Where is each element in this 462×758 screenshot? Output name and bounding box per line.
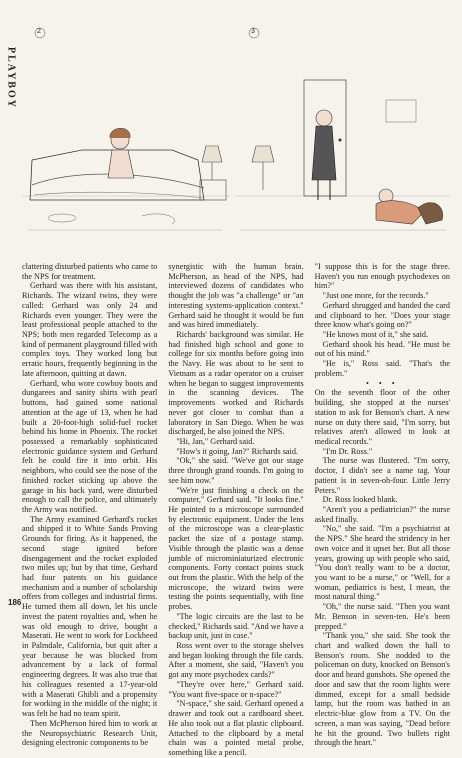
paragraph: Then McPherson hired him to work at the Neuropsychiatric Research Unit, designing electronic components to be (22, 718, 158, 748)
paragraph: Gerhard shook his head. "He must be out of his mind." (314, 339, 450, 359)
cartoon-number-left: 2 (37, 28, 41, 35)
paragraph: "Just one more, for the records." (322, 291, 429, 301)
magazine-title (2, 38, 20, 118)
paragraph: clattering disturbed patients who came to the NPS for treatment. (22, 262, 158, 281)
paragraph: "No," she said. "I'm a psychiatrist at the NPS." She heard the stridency in her own voice and it upset her. But all those years, growing up with people who said, "You don't really want to be a doctor, you want to be a nurse," or "Well, for a woman, pediatrics is best, I mean, the most natural thing." (314, 524, 450, 602)
paragraph: "He is," Ross said. "That's the problem." (314, 359, 450, 378)
paragraph: "N-space," she said. Gerhard opened a drawer and took out a cardboard sheet. He also took out a flat plastic clipboard. Attached to the clipboard by a metal chain was a pointed metal probe, something like a pencil. (168, 699, 304, 757)
paragraph: The nurse was flustered. "I'm sorry, doctor, I didn't see a name tag. Your patient is in seven-oh-four. Little Jerry Peters." (314, 456, 450, 495)
paragraph: "How's it going, Jan?" Richards said. (176, 446, 298, 456)
paragraph: "Ok," she said. "We've got our stage three through grand rounds. I'm going to see him now." (168, 456, 304, 485)
paragraph: "The logic circuits are the last to be checked," Richards said. "And we have a backup unit, just in case." (168, 611, 304, 641)
cartoon-number-right: 3 (251, 28, 255, 35)
paragraph: The Army examined Gerhard's rocket and shipped it to White Sands Proving Grounds for firing. As it happened, the second stage ignited before disengagement and the rocket exploded two miles up; but by that time, Gerhard had four patents on his guidance mechanism and a number of scholarship offers from colleges and industrial firms. He turned them all down, let his uncle invest the patent royalties and, when he was old enough to drive, bought a Maserati. He went to work for Lockheed in Palmdale, California, but quit after a year because he was blocked from advancement by a lack of formal engineering degrees. It was also true that his colleagues resented a 17-year-old with a Maserati Ghibli and a propensity for working in the middle of the night; it was felt he had no team spirit. (22, 514, 158, 719)
paragraph: "I suppose this is for the stage three. Haven't you run enough psychodexes on him?" (314, 262, 450, 291)
cartoon-panel-left (22, 20, 230, 252)
paragraph: "I'm Dr. Ross." (322, 446, 373, 456)
cartoon-illustration-right (236, 20, 450, 252)
page-number: 186 (8, 598, 22, 607)
paragraph: "They're over here," Gerhard said. "You want five-space or n-space?" (168, 679, 304, 699)
text-column-1 (22, 262, 158, 748)
section-break: • • • (365, 378, 399, 388)
paragraph: Richards' background was similar. He had finished high school and gone to college for six months before going into the Navy. He was about to be sent to Vietnam as a radar operator on a cruiser when he began to suggest improvements in the scanning devices. The improvements worked and Richards never got closer to combat than a laboratory in San Diego. When he was discharged, he also joined the NPS. (168, 330, 304, 437)
paragraph: "Oh," the nurse said. "Then you want Mr. Benson in seven-ten. He's been prepped." (314, 602, 450, 631)
cartoon-panel-right (236, 20, 450, 252)
paragraph: "Thank you," she said. She took the chart and walked down the hall to Benson's room. She nodded to the policeman on duty, knocked on Benson's door and heard gunshots. She opened the door and saw that the room lights were dimmed, except for a small bedside lamp, but the room was bathed in an electric-blue glow from a TV. On the screen, a man was saying, "Dead before he hit the ground. Two bullets right through the heart." (314, 631, 450, 748)
paragraph: "Hi, Jan," Gerhard said. (176, 436, 255, 446)
paragraph: synergistic with the human brain. McPherson, as head of the NPS, had interviewed dozens of candidates who thought the job was "a challenge" or "an interesting systems-application context." Gerhard said he thought it would be fun and was hired immediately. (168, 262, 304, 330)
paragraph: Gerhard, who wore cowboy boots and dungarees and sanity shirts with pearl buttons, had gained some national attention at the age of 13, when he had built a 20-foot-high solid-fuel rocket behind his home in Phoenix. The rocket possessed a remarkably sophisticated electronic guidance system and Gerhard felt he could fire it into orbit. His neighbors, who could see the nose of the finished rocket sticking up above the garage in his back yard, were disturbed enough to call the police, and ultimately the Army was notified. (22, 378, 158, 514)
paragraph: "We're just finishing a check on the computer," Gerhard said. "It looks fine." He pointed to a microscope surrounded by electronic equipment. Under the lens of the microscope was a clear-plastic packet the size of a postage stamp. Visible through the plastic was a dense jumble of microminiaturized electronic components. Forty contact points stuck out from the plastic. With the help of the microscope, the wizard twins were testing the points sequentially, with fine probes. (168, 485, 304, 612)
text-column-2 (168, 262, 304, 757)
paragraph: Dr. Ross looked blank. (322, 495, 398, 505)
magazine-title-text: PLAYBOY (5, 47, 17, 109)
paragraph: Gerhard shrugged and handed the card and clipboard to her. "Does your stage three know what's going on?" (314, 300, 450, 330)
paragraph: "Aren't you a pediatrician?" the nurse asked finally. (314, 504, 450, 524)
paragraph: On the seventh floor of the other building, she stopped at the nurses' station to ask for Benson's chart. A new nurse on duty there said, "I'm sorry, but relatives aren't allowed to look at medical records." (314, 388, 450, 446)
cartoon-illustration-left (22, 20, 230, 252)
paragraph: Gerhard was there with his assistant, Richards. The wizard twins, they were called: Gerhard was only 24 and Richards even younger. They were the least professional people attached to the NPS; both men regarded Telecomp as a kind of permanent playground filled with complex toys. They worked long but erratic hours, frequently beginning in the late afternoon, quitting at dawn. (22, 281, 158, 378)
article-body (22, 262, 450, 757)
text-column-3 (314, 262, 450, 748)
paragraph: "He knows most of it," she said. (322, 330, 429, 340)
paragraph: Ross went over to the storage shelves and began looking through the file cards. After a moment, she said, "Haven't you got any more psychodex cards?" (168, 641, 304, 680)
